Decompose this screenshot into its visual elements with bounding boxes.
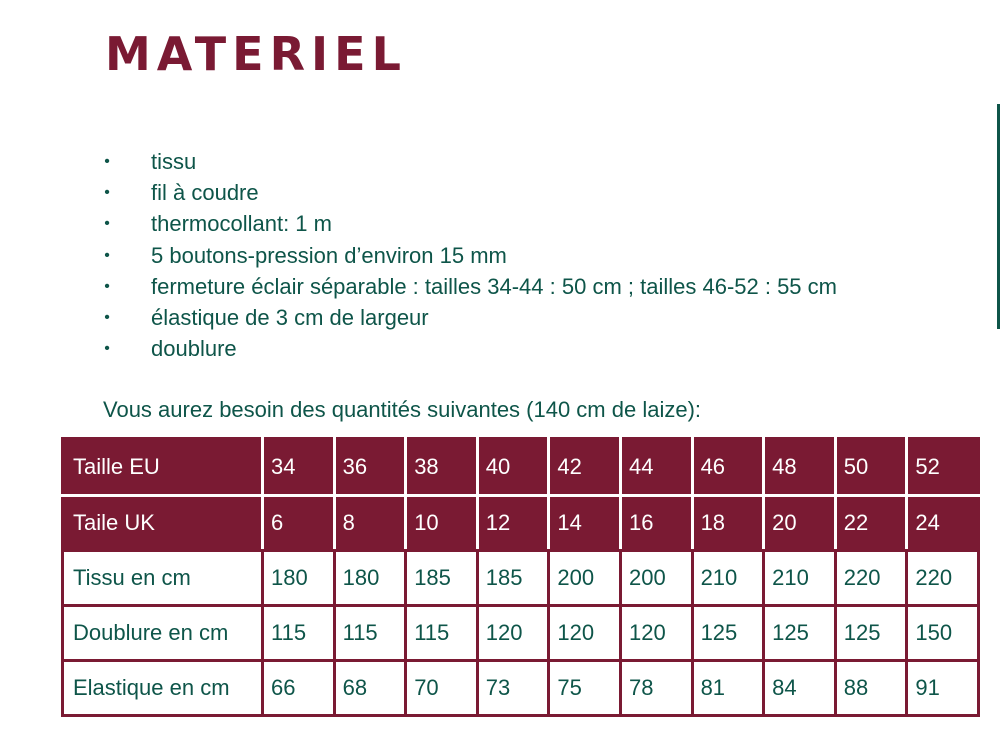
list-item-text: doublure <box>151 336 237 362</box>
table-cell: 84 <box>764 661 836 716</box>
list-item-text: fermeture éclair séparable : tailles 34-44 : 50 cm ; tailles 46-52 : 55 cm <box>151 273 837 299</box>
table-cell: 125 <box>692 606 764 661</box>
page-title: MATERIEL <box>105 27 407 81</box>
table-cell: 68 <box>334 661 406 716</box>
bullet-icon: • <box>104 277 110 295</box>
table-cell: 88 <box>835 661 907 716</box>
list-item-text: tissu <box>151 149 197 174</box>
table-cell: 220 <box>907 551 979 606</box>
table-cell: 120 <box>477 606 549 661</box>
row-label: Doublure en cm <box>63 606 263 661</box>
table-cell: 6 <box>263 496 335 551</box>
row-label: Taile UK <box>63 496 263 551</box>
table-cell: 34 <box>263 439 335 496</box>
table-cell: 16 <box>620 496 692 551</box>
list-item <box>100 271 837 302</box>
list-item-text: fil à coudre <box>151 180 259 206</box>
materials-list <box>100 146 837 364</box>
list-item <box>100 333 837 364</box>
list-item <box>100 302 837 333</box>
table-cell: 73 <box>477 661 549 716</box>
bullet-icon: • <box>104 215 110 233</box>
row-label: Tissu en cm <box>63 551 263 606</box>
table-cell: 81 <box>692 661 764 716</box>
table-cell: 42 <box>549 439 621 496</box>
list-item-text: 5 boutons-pression d’environ 15 mm <box>151 242 507 268</box>
list-item-text: thermocollant: 1 m <box>151 211 332 237</box>
list-item-text: élastique de 3 cm de largeur <box>151 304 429 330</box>
table-cell: 115 <box>334 606 406 661</box>
table-cell: 50 <box>835 439 907 496</box>
table-cell: 120 <box>620 606 692 661</box>
table-cell: 91 <box>907 661 979 716</box>
table-cell: 210 <box>764 551 836 606</box>
bullet-icon: • <box>104 153 110 170</box>
table-cell: 78 <box>620 661 692 716</box>
list-item <box>100 208 837 239</box>
table-cell: 20 <box>764 496 836 551</box>
quantities-intro: Vous aurez besoin des quantités suivantes (140 cm de laize): <box>103 397 702 422</box>
table-row-size-uk <box>63 496 979 551</box>
bullet-icon: • <box>104 340 110 358</box>
table-cell: 66 <box>263 661 335 716</box>
table-cell: 40 <box>477 439 549 496</box>
table-cell: 14 <box>549 496 621 551</box>
table-cell: 38 <box>406 439 478 496</box>
table-row-elastic <box>63 661 979 716</box>
table-cell: 115 <box>263 606 335 661</box>
table-cell: 36 <box>334 439 406 496</box>
row-label: Elastique en cm <box>63 661 263 716</box>
table-cell: 10 <box>406 496 478 551</box>
list-item <box>100 177 837 208</box>
table-cell: 8 <box>334 496 406 551</box>
table-body <box>63 439 979 716</box>
list-item <box>100 146 837 177</box>
table-cell: 120 <box>549 606 621 661</box>
row-label: Taille EU <box>63 439 263 496</box>
table-cell: 44 <box>620 439 692 496</box>
table-cell: 70 <box>406 661 478 716</box>
table-row-fabric <box>63 551 979 606</box>
table-cell: 180 <box>334 551 406 606</box>
table-cell: 12 <box>477 496 549 551</box>
table-cell: 200 <box>620 551 692 606</box>
table-cell: 52 <box>907 439 979 496</box>
table-cell: 220 <box>835 551 907 606</box>
table-cell: 185 <box>406 551 478 606</box>
table-cell: 48 <box>764 439 836 496</box>
bullet-icon: • <box>104 184 110 202</box>
list-item <box>100 240 837 271</box>
table-cell: 22 <box>835 496 907 551</box>
table-row-size-eu <box>63 439 979 496</box>
table-cell: 24 <box>907 496 979 551</box>
table-cell: 115 <box>406 606 478 661</box>
table-cell: 125 <box>835 606 907 661</box>
bullet-icon: • <box>104 246 110 264</box>
table-cell: 46 <box>692 439 764 496</box>
size-table <box>61 437 980 717</box>
table-row-lining <box>63 606 979 661</box>
table-cell: 200 <box>549 551 621 606</box>
table-cell: 180 <box>263 551 335 606</box>
bullet-icon: • <box>104 308 110 326</box>
table-cell: 75 <box>549 661 621 716</box>
table-cell: 185 <box>477 551 549 606</box>
table-cell: 125 <box>764 606 836 661</box>
table-cell: 210 <box>692 551 764 606</box>
table-cell: 150 <box>907 606 979 661</box>
table-cell: 18 <box>692 496 764 551</box>
